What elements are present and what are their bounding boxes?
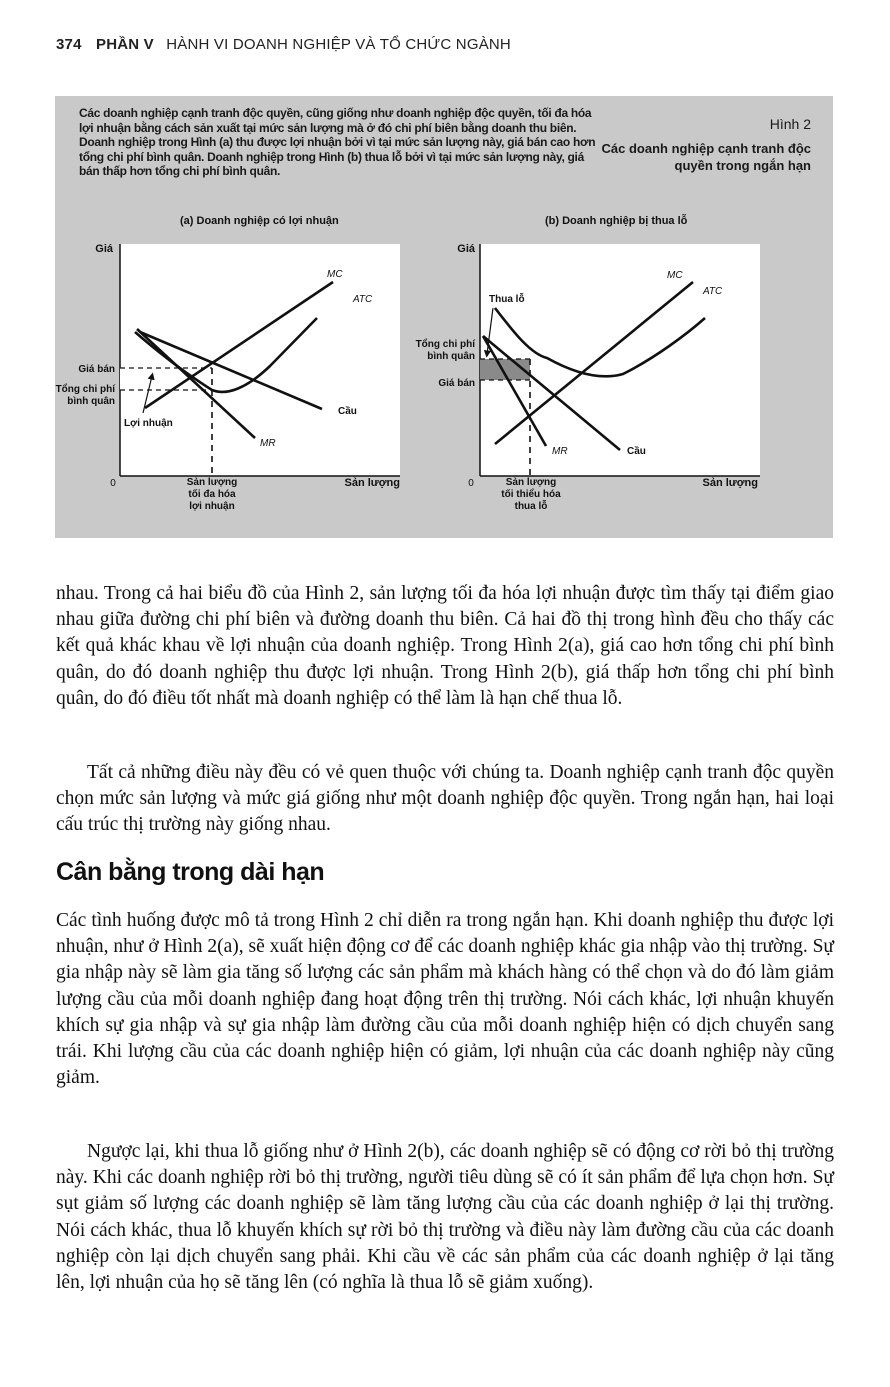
figure-panel: [55, 96, 833, 538]
running-head: [56, 36, 511, 53]
section-heading: Cân bằng trong dài hạn: [56, 858, 325, 886]
paragraph-4: Ngược lại, khi thua lỗ giống như ở Hình 2(b), các doanh nghiệp sẽ có động cơ rời bỏ thị trường này. Khi các doanh nghiệp rời bỏ thị trường, người tiêu dùng sẽ có ít sản phẩm để lựa chọn hơn. Sự sụt giảm số lượng các doanh nghiệp sẽ làm tăng lượng cầu của các doanh nghiệp ở lại thị trường. Nói cách khác, thua lỗ khuyến khích sự rời bỏ thị trường và điều này làm đường cầu của các doanh nghiệp còn lại dịch chuyển sang phải. Khi cầu về các sản phẩm của các doanh nghiệp ở lại tăng lên, lợi nhuận của họ sẽ tăng lên (có nghĩa là thua lỗ sẽ giảm xuống).: [56, 1141, 834, 1294]
panel-a-q-label-3: lợi nhuận: [189, 501, 235, 512]
figure-caption: Các doanh nghiệp cạnh tranh độc quyền, cũng giống như doanh nghiệp độc quyền, tối đa hóa lợi nhuận bằng cách sản xuất tại mức sản lượng mà ở đó chi phí biên bằng doanh thu biên. Doanh nghiệp trong Hình (a) thu được lợi nhuận bởi vì tại mức sản lượng này, giá bán cao hơn tổng chi phí bình quân. Doanh nghiệp trong Hình (b) thua lỗ bởi vì tại mức sản lượng này, giá bán thấp hơn tổng chi phí bình quân.: [79, 106, 596, 178]
figure-title: Các doanh nghiệp cạnh tranh độc quyền trong ngắn hạn: [601, 141, 811, 173]
panel-a: [56, 215, 400, 512]
panel-b-atc-value-label-2: bình quân: [427, 351, 475, 362]
panel-b-q-label-1: Sản lượng: [505, 477, 557, 488]
panel-a-origin: 0: [110, 478, 116, 489]
page-number: 374: [56, 36, 82, 53]
panel-a-q-label-2: tối đa hóa: [188, 489, 236, 500]
part-title: HÀNH VI DOANH NGHIỆP VÀ TỔ CHỨC NGÀNH: [166, 36, 511, 53]
panel-a-atc-value-label-2: bình quân: [67, 396, 115, 407]
panel-a-atc-value-label-1: Tổng chi phí: [55, 384, 115, 395]
panel-b: [416, 214, 760, 512]
panel-a-mr-label: MR: [260, 438, 276, 449]
panel-b-q-label-3: thua lỗ: [514, 501, 548, 512]
part-label: PHẦN V: [96, 36, 154, 53]
panel-a-atc-label: ATC: [353, 294, 373, 305]
panel-a-demand-label: Cầu: [338, 406, 357, 417]
panel-a-x-label: Sản lượng: [344, 477, 400, 489]
paragraph-2: Tất cả những điều này đều có vẻ quen thuộc với chúng ta. Doanh nghiệp cạnh tranh độc quyền chọn mức sản lượng và mức giá giống như một doanh nghiệp độc quyền. Trong ngắn hạn, hai loại cấu trúc thị trường này giống nhau.: [56, 762, 834, 836]
figure-graphs: [55, 96, 833, 538]
panel-a-price-label: Giá bán: [78, 364, 115, 375]
figure-label: Hình 2: [769, 116, 811, 132]
paragraph-3: Các tình huống được mô tả trong Hình 2 chỉ diễn ra trong ngắn hạn. Khi doanh nghiệp thu được lợi nhuận, như ở Hình 2(a), sẽ xuất hiện động cơ để các doanh nghiệp khác gia nhập vào thị trường. Sự gia nhập này sẽ làm gia tăng số lượng các sản phẩm mà khách hàng có thể chọn và do đó làm giảm lượng cầu của mỗi doanh nghiệp đang hoạt động trên thị trường. Nói cách khác, lợi nhuận khuyến khích sự gia nhập và sự gia nhập làm đường cầu của mỗi doanh nghiệp hiện có dịch chuyển sang trái. Khi lượng cầu của các doanh nghiệp hiện có giảm, lợi nhuận của các doanh nghiệp này cũng giảm.: [56, 910, 834, 1089]
panel-a-q-label-1: Sản lượng: [186, 477, 238, 488]
paragraph-1: nhau. Trong cả hai biểu đồ của Hình 2, sản lượng tối đa hóa lợi nhuận được tìm thấy tại điểm giao nhau giữa đường chi phí biên và đường doanh thu biên. Cả hai đồ thị trong hình đều cho thấy các kết quả khác khau về lợi nhuận của doanh nghiệp. Trong Hình 2(a), giá cao hơn tổng chi phí bình quân, do đó doanh nghiệp thu được lợi nhuận. Trong Hình 2(b), giá thấp hơn tổng chi phí bình quân, do đó điều tốt nhất mà doanh nghiệp có thể làm là hạn chế thua lỗ.: [56, 583, 834, 709]
panel-b-y-label: Giá: [457, 243, 475, 255]
panel-b-x-label: Sản lượng: [702, 477, 758, 489]
panel-a-mc-label: MC: [327, 269, 343, 280]
panel-b-q-label-2: tối thiểu hóa: [501, 489, 561, 500]
panel-b-mr-label: MR: [552, 446, 568, 457]
panel-b-loss-label: Thua lỗ: [489, 294, 525, 305]
panel-b-atc-value-label-1: Tổng chi phí: [415, 339, 475, 350]
panel-b-price-label: Giá bán: [438, 378, 475, 389]
panel-b-title: (b) Doanh nghiệp bị thua lỗ: [545, 215, 688, 227]
panel-a-y-label: Giá: [95, 243, 113, 255]
panel-b-origin: 0: [468, 478, 474, 489]
panel-b-atc-label: ATC: [703, 286, 723, 297]
panel-b-mc-label: MC: [667, 270, 683, 281]
panel-a-title: (a) Doanh nghiệp có lợi nhuận: [180, 215, 339, 227]
panel-b-demand-label: Cầu: [627, 446, 646, 457]
panel-a-profit-label: Lợi nhuận: [124, 418, 173, 429]
